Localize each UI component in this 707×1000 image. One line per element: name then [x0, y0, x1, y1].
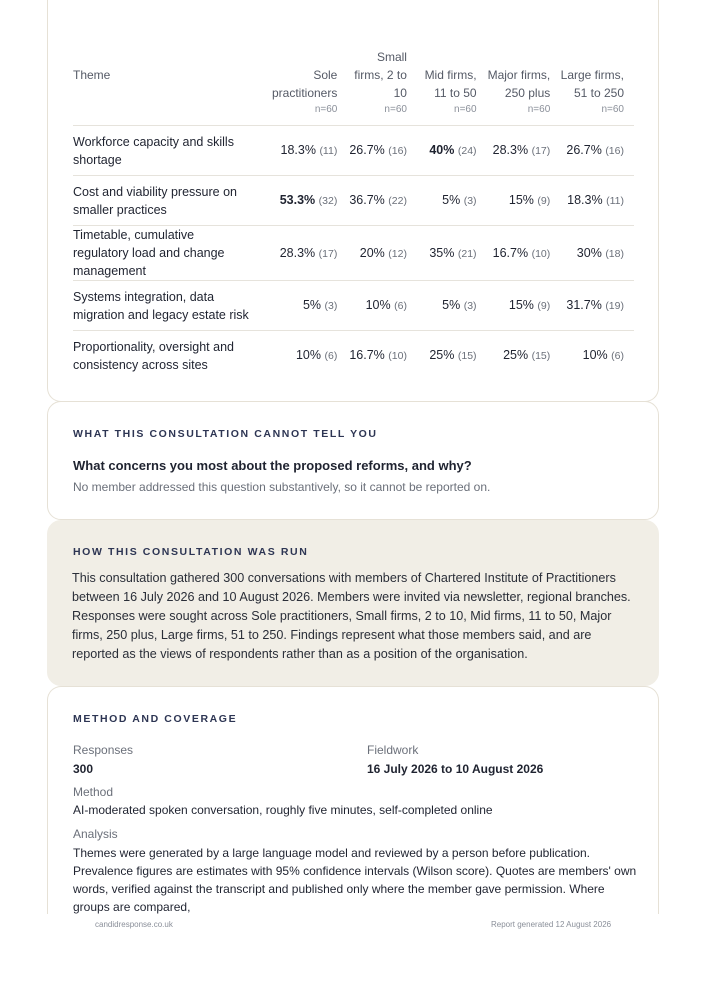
theme-cell: Systems integration, data migration and legacy estate risk: [73, 281, 270, 331]
value-cell: 10% (6): [270, 331, 348, 381]
value-cell: 10% (6): [560, 331, 634, 381]
value-cell: 10% (6): [347, 281, 417, 331]
value-cell: 25% (15): [487, 331, 561, 381]
value-cell: 20% (12): [347, 226, 417, 281]
footer-site: candidresponse.co.uk: [95, 920, 173, 929]
table-row: [73, 331, 634, 381]
value-cell: 28.3% (17): [270, 226, 348, 281]
theme-cell: Proportionality, oversight and consistency across sites: [73, 331, 270, 381]
column-header-large: Large firms, 51 to 250 n=60: [560, 68, 624, 115]
theme-cell: Timetable, cumulative regulatory load and change management: [73, 226, 270, 281]
value-cell: 16.7% (10): [487, 226, 561, 281]
value-cell: 16.7% (10): [347, 331, 417, 381]
responses-label: Responses: [73, 743, 134, 757]
value-cell: 26.7% (16): [560, 126, 634, 176]
theme-cell: Workforce capacity and skills shortage: [73, 126, 270, 176]
column-header-small: Small firms, 2 to 10 n=60: [354, 50, 407, 115]
table-header-row: [73, 48, 634, 126]
value-cell: 30% (18): [560, 226, 634, 281]
value-cell: 28.3% (17): [487, 126, 561, 176]
method-heading: METHOD AND COVERAGE: [73, 713, 238, 725]
how-run-text: This consultation gathered 300 conversations with members of Chartered Institute of Practitioners between 16 July 2026 and 10 August 2026. Members were invited via newsletter, regional branches. Responses were sought across Sole practitioners, Small firms, 2 to 10, Mid firms, 11 to 50, Major firms, 250 plus, Large firms, 51 to 250. Findings represent what those members said, and are reported as the views of respondents rather than as a position of the organisation.: [72, 571, 631, 661]
method-card: [47, 686, 659, 914]
value-cell: 25% (15): [417, 331, 487, 381]
themes-table-card: [47, 0, 659, 402]
cannot-tell-card: [47, 401, 659, 520]
fieldwork-value: 16 July 2026 to 10 August 2026: [367, 762, 544, 776]
cannot-tell-heading: WHAT THIS CONSULTATION CANNOT TELL YOU: [73, 428, 378, 440]
theme-column-header: Theme: [73, 67, 111, 82]
unanswered-question: What concerns you most about the proposed reforms, and why?: [73, 458, 472, 473]
how-run-heading: HOW THIS CONSULTATION WAS RUN: [73, 546, 309, 558]
table-row: [73, 226, 634, 281]
value-cell: 5% (3): [417, 281, 487, 331]
analysis-label: Analysis: [73, 827, 118, 841]
value-cell: 5% (3): [417, 176, 487, 226]
unanswered-note: No member addressed this question substantively, so it cannot be reported on.: [73, 480, 491, 494]
responses-value: 300: [73, 762, 94, 776]
column-header-major: Major firms, 250 plus n=60: [487, 68, 551, 115]
analysis-value: Themes were generated by a large language model and reviewed by a person before publication. Prevalence figures are estimates with 95% confidence intervals (Wilson score). Quotes are members' own words, verified against the transcript and published only where the member gave permission. Where groups are compared,: [73, 846, 637, 914]
method-label: Method: [73, 785, 114, 799]
theme-cell: Cost and viability pressure on smaller practices: [73, 176, 270, 226]
value-cell: 18.3% (11): [560, 176, 634, 226]
value-cell: 26.7% (16): [347, 126, 417, 176]
value-cell: 35% (21): [417, 226, 487, 281]
column-header-sole: Sole practitioners n=60: [271, 68, 338, 115]
fieldwork-label: Fieldwork: [367, 743, 419, 757]
column-header-mid: Mid firms, 11 to 50 n=60: [424, 68, 477, 115]
table-row: [73, 176, 634, 226]
value-cell: 15% (9): [487, 176, 561, 226]
table-row: [73, 126, 634, 176]
value-cell: 31.7% (19): [560, 281, 634, 331]
value-cell-highlight: 40% (24): [417, 126, 487, 176]
value-cell: 15% (9): [487, 281, 561, 331]
themes-table: [73, 48, 634, 380]
value-cell: 5% (3): [270, 281, 348, 331]
value-cell: 18.3% (11): [270, 126, 348, 176]
how-run-card: [47, 520, 659, 686]
footer-generated: Report generated 12 August 2026: [491, 920, 612, 929]
table-row: [73, 281, 634, 331]
method-value: AI-moderated spoken conversation, roughly five minutes, self-completed online: [73, 803, 493, 817]
value-cell: 36.7% (22): [347, 176, 417, 226]
value-cell-highlight: 53.3% (32): [270, 176, 348, 226]
